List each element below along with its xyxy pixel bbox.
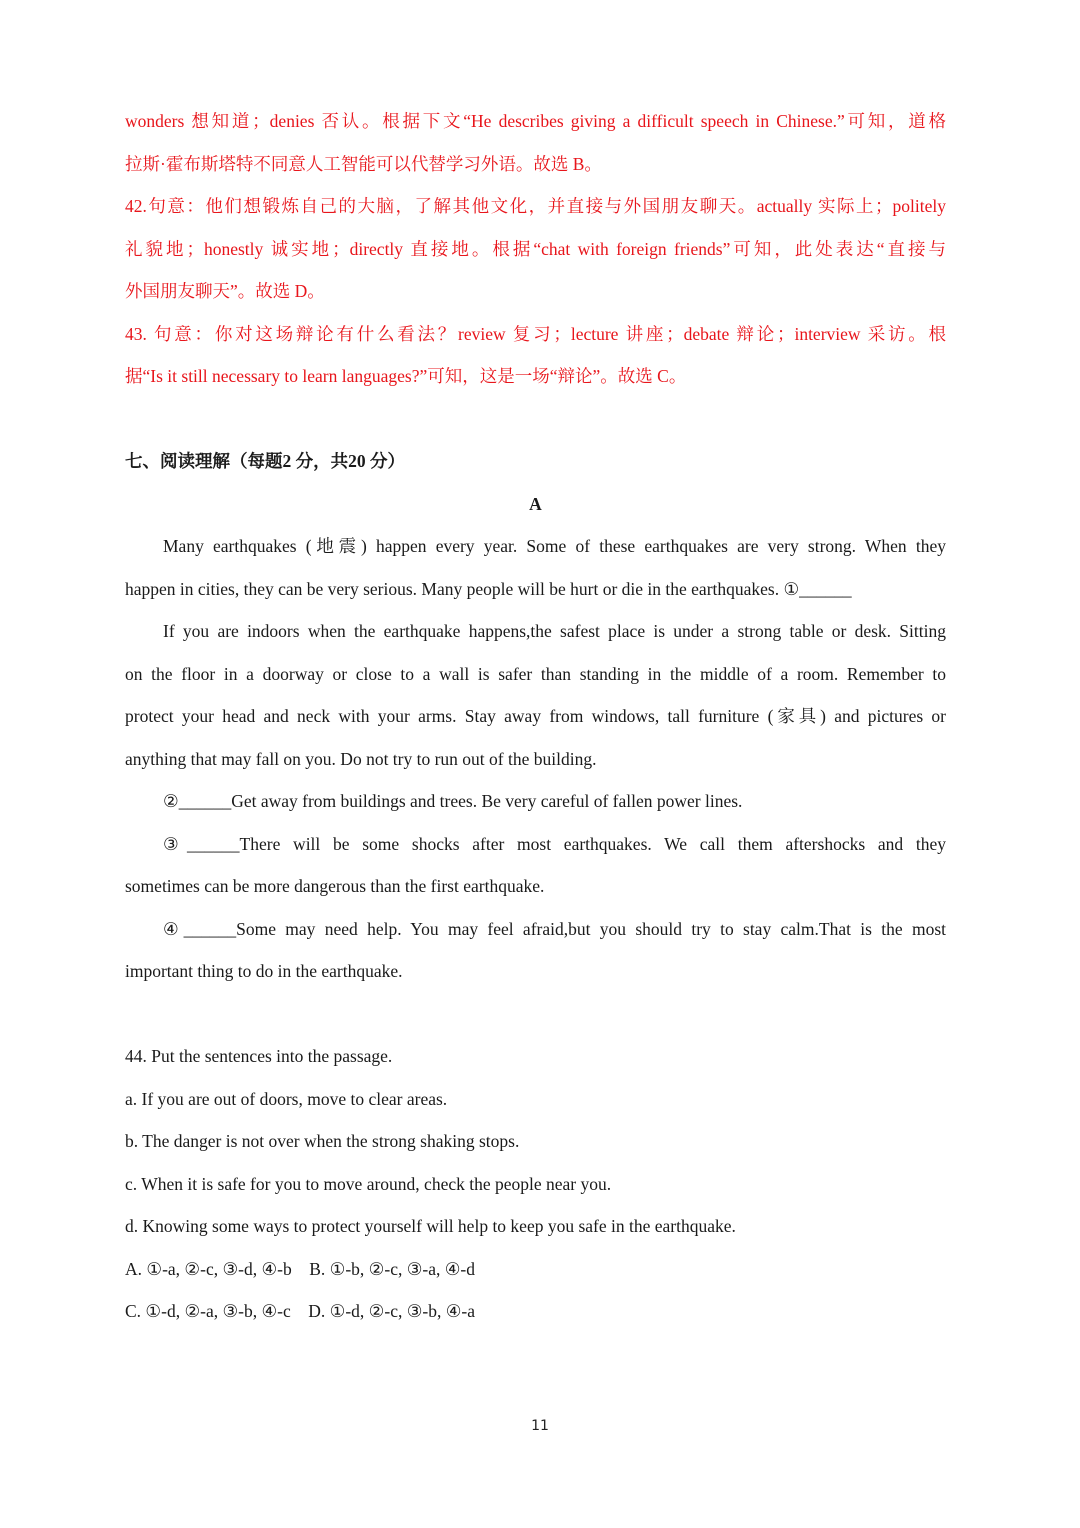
answer-line-2: 拉斯·霍布斯塔特不同意人工智能可以代替学习外语。故选 B。 xyxy=(125,153,602,174)
answer-line-1: wonders 想知道；denies 否认。根据下文“He describes giving a difficult speech in Chinese.”可知，道格 xyxy=(125,111,946,131)
answer-line-7: 据“Is it still necessary to learn languages?”可知，这是一场“辩论”。故选 C。 xyxy=(125,366,687,386)
passage-line: happen in cities, they can be very serious. Many people will be hurt or die in the earthquakes. ①______ xyxy=(125,578,852,599)
sentence-option-d: d. Knowing some ways to protect yourself will help to keep you safe in the earthquake. xyxy=(125,1216,736,1236)
passage-line: ④______Some may need help. You may feel afraid,but you should try to stay calm.That is the most xyxy=(163,918,946,939)
document-page xyxy=(125,100,946,1333)
answer-options-row-1: A. ①-a, ②-c, ③-d, ④-b B. ①-b, ②-c, ③-a, ④-d xyxy=(125,1258,476,1279)
sentence-option-b: b. The danger is not over when the strong shaking stops. xyxy=(125,1131,520,1151)
passage-line: important thing to do in the earthquake. xyxy=(125,961,403,981)
page-number: 11 xyxy=(531,1418,549,1434)
answer-line-3: 42.句意：他们想锻炼自己的大脑，了解其他文化，并直接与外国朋友聊天。actually 实际上；politely xyxy=(125,196,946,216)
reading-passage xyxy=(125,525,946,993)
answer-options-row-2: C. ①-d, ②-a, ③-b, ④-c D. ①-d, ②-c, ③-b, ④-a xyxy=(125,1301,476,1321)
passage-line: protect your head and neck with your arms. Stay away from windows, tall furniture (家具) and pictures or xyxy=(125,706,946,726)
question-44 xyxy=(125,1035,946,1333)
question-stem: 44. Put the sentences into the passage. xyxy=(125,1046,393,1066)
passage-line: If you are indoors when the earthquake happens,the safest place is under a strong table or desk. Sitting xyxy=(163,621,946,641)
passage-line: ③______There will be some shocks after most earthquakes. We call them aftershocks and they xyxy=(163,833,946,854)
section-title: 七、阅读理解（每题2 分，共20 分） xyxy=(125,451,405,471)
answer-line-4: 礼貌地；honestly 诚实地；directly 直接地。根据“chat with foreign friends”可知，此处表达“直接与 xyxy=(125,238,946,259)
passage-line: ②______Get away from buildings and trees. Be very careful of fallen power lines. xyxy=(163,791,743,811)
sentence-option-a: a. If you are out of doors, move to clear areas. xyxy=(125,1088,448,1109)
spacer xyxy=(125,993,946,1036)
passage-line: anything that may fall on you. Do not try to run out of the building. xyxy=(125,748,597,769)
spacer xyxy=(125,398,946,441)
sentence-option-c: c. When it is safe for you to move around, check the people near you. xyxy=(125,1173,612,1194)
answer-line-6: 43. 句意：你对这场辩论有什么看法？review 复习；lecture 讲座；debate 辩论；interview 采访。根 xyxy=(125,323,946,344)
answer-line-5: 外国朋友聊天”。故选 D。 xyxy=(125,281,325,301)
passage-line: sometimes can be more dangerous than the first earthquake. xyxy=(125,876,545,896)
passage-line: Many earthquakes (地震) happen every year. Some of these earthquakes are very strong. When they xyxy=(163,536,946,556)
answer-explanations xyxy=(125,100,946,398)
passage-heading: A xyxy=(529,493,542,514)
passage-line: on the floor in a doorway or close to a wall is safer than standing in the middle of a room. Remember to xyxy=(125,663,946,684)
